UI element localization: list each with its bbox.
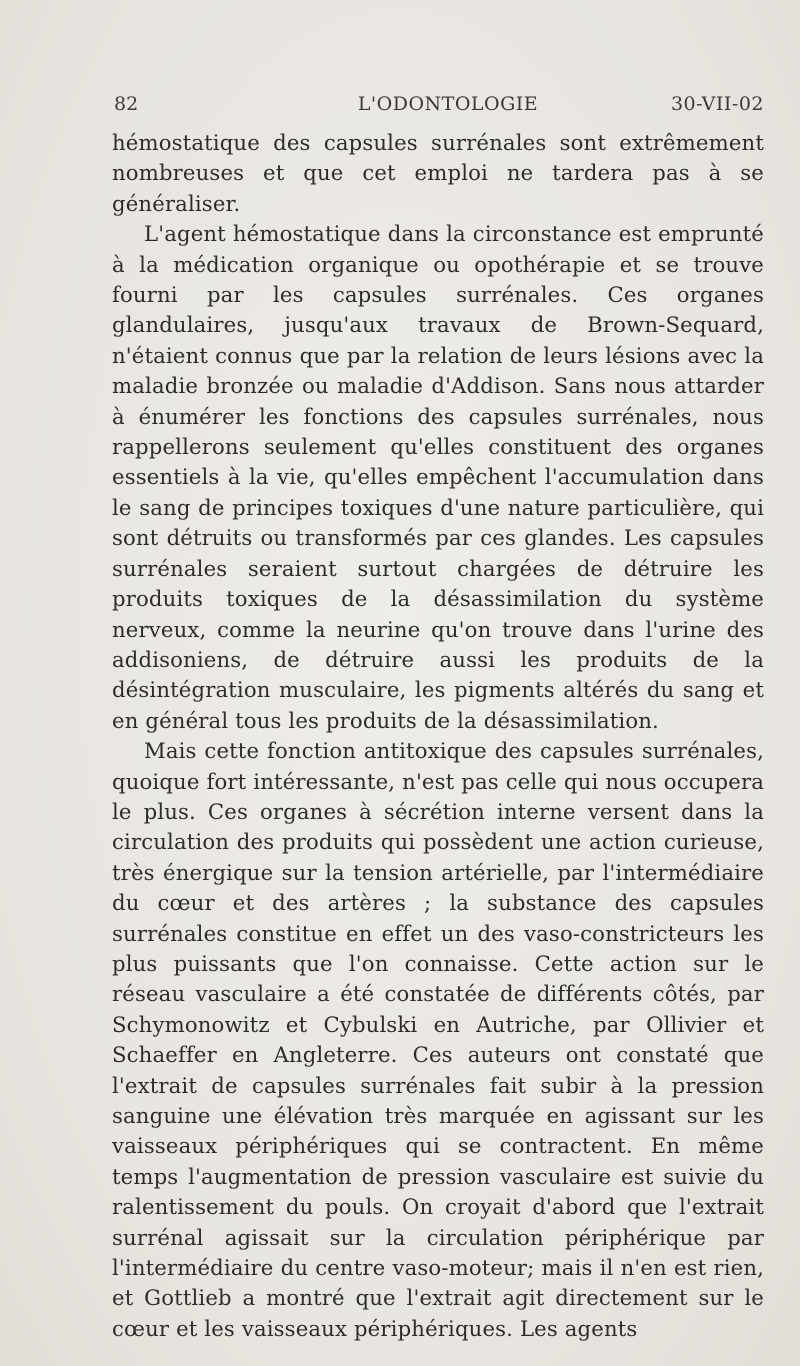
- issue-date: 30-VII-02: [670, 93, 764, 115]
- journal-title: L'ODONTOLOGIE: [357, 93, 539, 115]
- paragraph-antitoxic-function: Mais cette fonction antitoxique des capsules surrénales, quoique fort intéressante, n'est pas celle qui nous occupera le plus. Ces organes à sécrétion interne versent dans la circulation des produits qui possèdent une action curieuse, très énergique sur la tension artérielle, par l'intermédiaire du cœur et des artères ; la substance des capsules surrénales constitue en effet un des vaso-constricteurs les plus puissants que l'on connaisse. Cette action sur le réseau vasculaire a été constatée de différents côtés, par Schymonowitz et Cybulski en Autriche, par Ollivier et Schaeffer en Angleterre. Ces auteurs ont constaté que l'extrait de capsules surrénales fait subir à la pression sanguine une élévation très marquée en agissant sur les vaisseaux périphériques qui se contractent. En même temps l'augmentation de pression vasculaire est suivie du ralentissement du pouls. On croyait d'abord que l'extrait surrénal agissait sur la circulation périphérique par l'intermédiaire du centre vaso-moteur; mais il n'en est rien, et Gottlieb a montré que l'extrait agit directement sur le cœur et les vaisseaux périphériques. Les agents: [112, 738, 764, 1341]
- running-head: [112, 93, 764, 125]
- paragraph-hemostatic-agent: L'agent hémostatique dans la circonstance est emprunté à la médication organique ou opothérapie et se trouve fourni par les capsules surrénales. Ces organes glandulaires, jusqu'aux travaux de Brown-Sequard, n'étaient connus que par la relation de leurs lésions avec la maladie bronzée ou maladie d'Addison. Sans nous attarder à énumérer les fonctions des capsules surrénales, nous rappellerons seulement qu'elles constituent des organes essentiels à la vie, qu'elles empêchent l'accumulation dans le sang de principes toxiques d'une nature particulière, qui sont détruits ou transformés par ces glandes. Les capsules surrénales seraient surtout chargées de détruire les produits toxiques de la désassimilation du système nerveux, comme la neurine qu'on trouve dans l'urine des addisoniens, de détruire aussi les produits de la désintégration musculaire, les pigments altérés du sang et en général tous les produits de la désassimilation.: [112, 221, 764, 733]
- paragraph-continuation: hémostatique des capsules surrénales sont extrêmement nombreuses et que cet emploi ne tardera pas à se généraliser.: [112, 130, 764, 216]
- page-number: 82: [114, 93, 139, 115]
- body-text: [112, 128, 764, 1344]
